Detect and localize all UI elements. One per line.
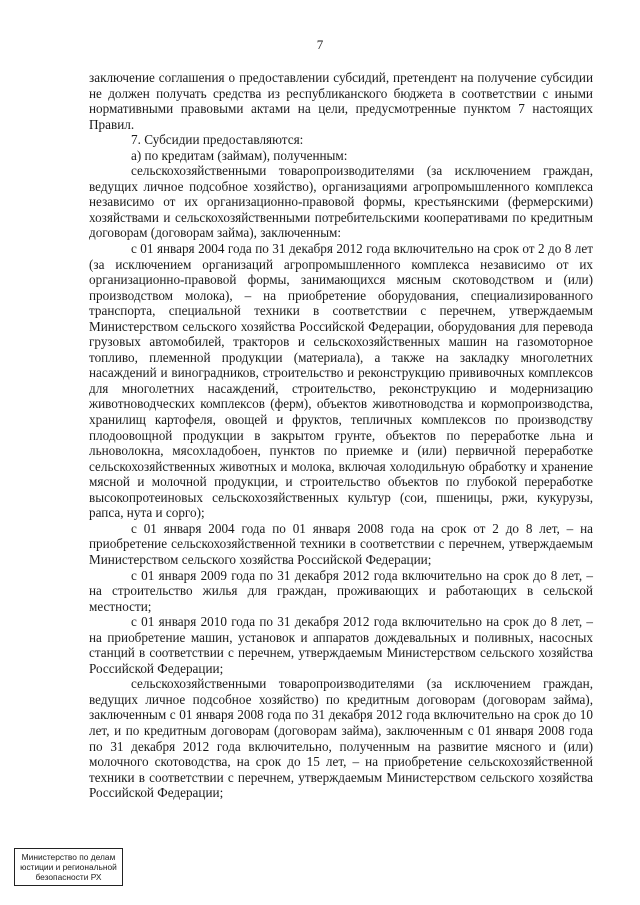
paragraph-section-7: 7. Субсидии предоставляются: xyxy=(131,132,304,148)
paragraph-period-2004-2008: с 01 января 2004 года по 01 января 2008 года на срок от 2 до 8 лет, – на приобретение сельскохозяйственной техники в соответствии с перечнем, утверждаемым Министерством сельского хозяйства Российской Федерации; xyxy=(89,520,593,567)
document-body xyxy=(89,70,593,801)
stamp-line: безопасности РХ xyxy=(35,872,102,882)
stamp-line: юстиции и региональной xyxy=(20,862,117,872)
paragraph-period-2004-2012: с 01 января 2004 года по 31 декабря 2012 года включительно на срок от 2 до 8 лет (за исключением организаций агропромышленного комплекса независимо от их организационно-правовой формы, занимающихся мясным скотоводством и (или) производством молока), – на приобретение оборудования, специализированного транспорта, специальной техники в соответствии с перечнем, утверждаемым Министерством сельского хозяйства Российской Федерации, оборудования для перевода грузовых автомобилей, тракторов и сельскохозяйственных машин на газомоторное топливо, племенной продукции (материала), а также на закладку многолетних насаждений и виноградников, строительство и реконструкцию прививочных комплексов для многолетних насаждений, строительство, реконструкцию и модернизацию животноводческих комплексов (ферм), объектов животноводства и кормопроизводства, хранилищ картофеля, овощей и фруктов, тепличных комплексов по производству плодоовощной продукции в закрытом грунте, объектов по переработке льна и льноволокна, мясохладобоен, пунктов по приемке и (или) первичной переработке сельскохозяйственных животных и молока, включая холодильную обработку и хранение мясной и молочной продукции, и строительство объектов по глубокой переработке высокопротеиновых сельскохозяйственных культур (сои, пшеницы, ржи, кукурузы, рапса, нута и сорго); xyxy=(89,241,593,521)
paragraph-continuation: заключение соглашения о предоставлении субсидий, претендент на получение субсидии не должен получать средства из республиканского бюджета в соответствии с иными нормативными правовыми актами на цели, предусмотренные пунктом 7 настоящих Правил. xyxy=(89,70,593,132)
stamp-line: Министерство по делам xyxy=(21,852,116,862)
paragraph-period-2009-2012: с 01 января 2009 года по 31 декабря 2012 года включительно на срок до 8 лет, – на строительство жилья для граждан, проживающих и работающих в сельской местности; xyxy=(89,567,593,614)
paragraph-recipients: сельскохозяйственными товаропроизводителями (за исключением граждан, ведущих личное подсобное хозяйство), организациями агропромышленного комплекса независимо от их организационно-правовой формы, крестьянскими (фермерскими) хозяйствами и сельскохозяйственными потребительскими кооперативами по кредитным договорам (договорам займа), заключенным: xyxy=(89,163,593,241)
paragraph-period-2010-2012: с 01 января 2010 года по 31 декабря 2012 года включительно на срок до 8 лет, – на приобретение машин, установок и аппаратов дождевальных и поливных, насосных станций в соответствии с перечнем, утверждаемым Министерством сельского хозяйства Российской Федерации; xyxy=(89,614,593,676)
paragraph-producers: сельскохозяйственными товаропроизводителями (за исключением граждан, ведущих личное подсобное хозяйство) по кредитным договорам (договорам займа), заключенным с 01 января 2008 года по 31 декабря 2012 года включительно на срок до 10 лет, и по кредитным договорам (договорам займа), заключенным с 01 января 2008 года по 31 декабря 2012 года включительно, полученным на развитие мясного и (или) молочного скотоводства, на срок до 15 лет, – на приобретение сельскохозяйственной техники в соответствии с перечнем, утверждаемым Министерством сельского хозяйства Российской Федерации; xyxy=(89,676,593,801)
paragraph-subsection-a: а) по кредитам (займам), полученным: xyxy=(131,147,348,163)
page-number: 7 xyxy=(316,37,324,52)
ministry-stamp xyxy=(14,848,123,886)
